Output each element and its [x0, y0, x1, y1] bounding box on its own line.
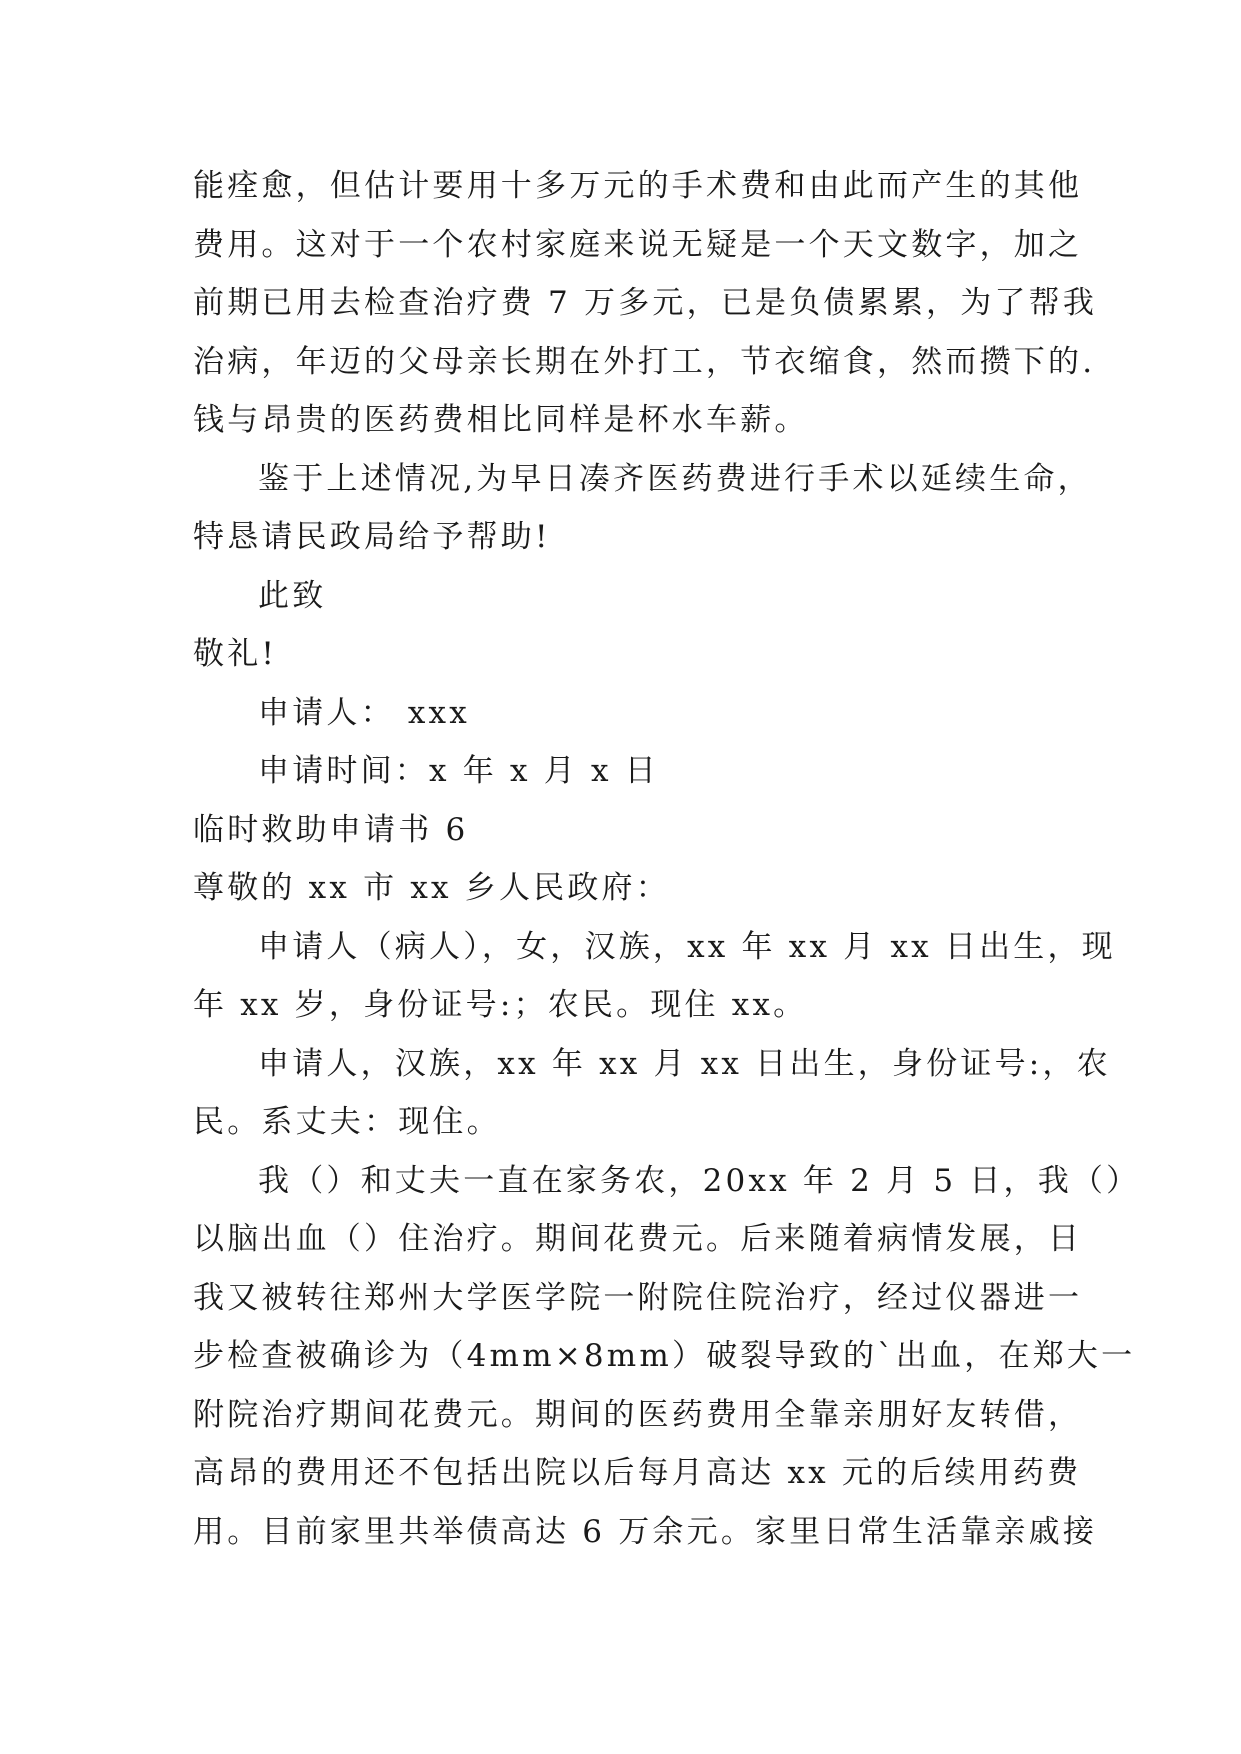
- text-line: 附院治疗期间花费元。期间的医药费用全靠亲朋好友转借，: [193, 1397, 1083, 1433]
- text-line: 年 xx 岁，身份证号:；农民。现住 xx。: [193, 987, 808, 1023]
- text-line: 高昂的费用还不包括出院以后每月高达 xx 元的后续用药费: [193, 1455, 1082, 1491]
- text-line: 此致: [258, 578, 327, 614]
- text-line: 申请时间：x 年 x 月 x 日: [258, 753, 659, 789]
- text-line: 用。目前家里共举债高达 6 万余元。家里日常生活靠亲戚接: [193, 1514, 1098, 1550]
- text-line: 步检查被确诊为（4mm×8mm）破裂导致的`出血，在郑大一: [193, 1338, 1136, 1374]
- text-line: 我（）和丈夫一直在家务农，20xx 年 2 月 5 日，我（）: [258, 1163, 1141, 1199]
- text-line: 敬礼!: [193, 636, 278, 672]
- salutation: 尊敬的 xx 市 xx 乡人民政府：: [193, 870, 670, 906]
- text-line: 申请人： xxx: [258, 695, 470, 731]
- text-line: 申请人（病人），女，汉族，xx 年 xx 月 xx 日出生，现: [258, 929, 1116, 965]
- text-line: 治病，年迈的父母亲长期在外打工，节衣缩食，然而攒下的.: [193, 344, 1096, 380]
- text-line: 能痊愈，但估计要用十多万元的手术费和由此而产生的其他: [193, 168, 1083, 204]
- text-line: 申请人，汉族，xx 年 xx 月 xx 日出生，身份证号:，农: [258, 1046, 1111, 1082]
- text-line: 鉴于上述情况,为早日凑齐医药费进行手术以延续生命，: [258, 461, 1092, 497]
- text-line: 前期已用去检查治疗费 7 万多元，已是负债累累，为了帮我: [193, 285, 1098, 321]
- text-line: 民。系丈夫：现住。: [193, 1104, 501, 1140]
- section-title: 临时救助申请书 6: [193, 812, 469, 848]
- text-line: 费用。这对于一个农村家庭来说无疑是一个天文数字，加之: [193, 227, 1083, 263]
- text-line: 钱与昂贵的医药费相比同样是杯水车薪。: [193, 402, 809, 438]
- text-line: 特恳请民政局给予帮助!: [193, 519, 551, 555]
- text-line: 以脑出血（）住治疗。期间花费元。后来随着病情发展，日: [193, 1221, 1083, 1257]
- text-line: 我又被转往郑州大学医学院一附院住院治疗，经过仪器进一: [193, 1280, 1083, 1316]
